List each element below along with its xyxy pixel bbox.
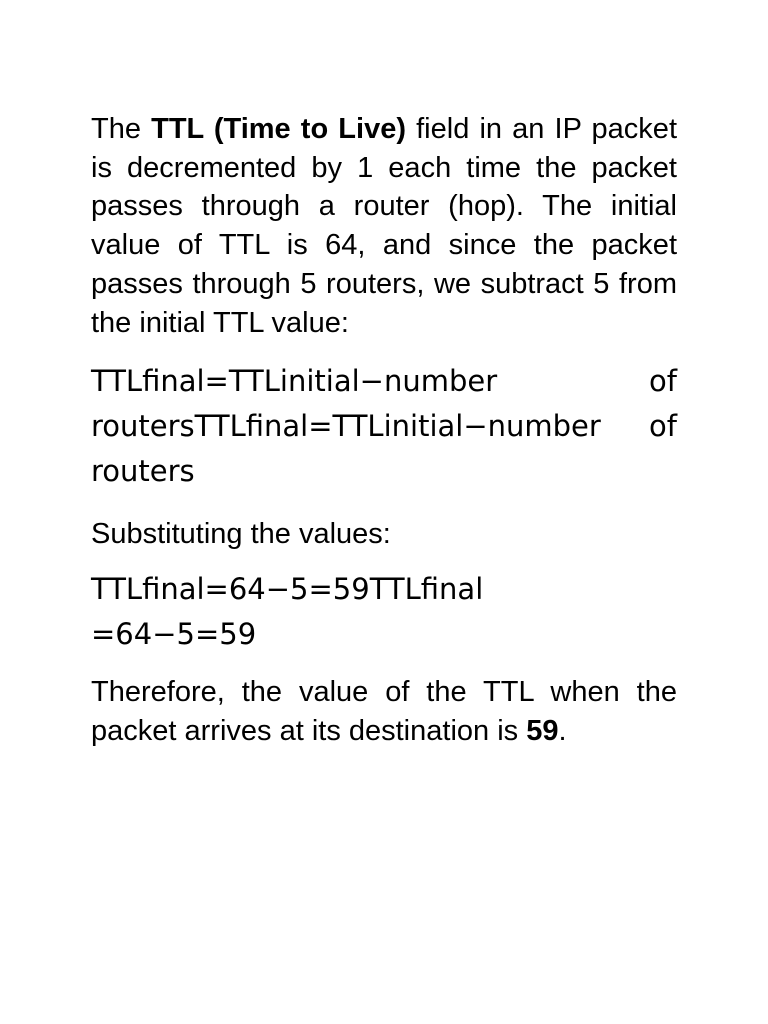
intro-text-after: field in an IP packet is decremented by 1 each time the packet passes through a router (hop). The initial value of TTL is 64, and since the packet passes through 5 routers, we subtract 5 from the initial TTL value:: [91, 113, 677, 339]
formula-1-line-b: of routers: [91, 409, 677, 489]
conclusion-paragraph: [91, 673, 677, 750]
document-page: [91, 110, 677, 750]
ttl-term: TTL (Time to Live): [151, 113, 406, 145]
ttl-formula-general: [91, 359, 677, 494]
conclusion-text-before: Therefore, the value of the TTL when the packet arrives at its destination is: [91, 675, 677, 747]
intro-text-before: The: [91, 113, 152, 145]
substituting-paragraph: [91, 515, 677, 554]
formula-1-line-a: TTLfinal=TTLinitial−number of routersTTLfinal=TTLinitial−number: [91, 364, 677, 444]
formula-2-line-a: TTLfinal=64−5=59TTLfinal: [91, 571, 484, 606]
substituting-text: Substituting the values:: [91, 518, 391, 551]
intro-paragraph: [91, 110, 677, 342]
conclusion-text-after: .: [558, 714, 567, 747]
formula-2-line-b: =64−5=59: [91, 616, 257, 651]
final-ttl-value: 59: [526, 714, 559, 747]
ttl-formula-substituted: [91, 567, 677, 657]
